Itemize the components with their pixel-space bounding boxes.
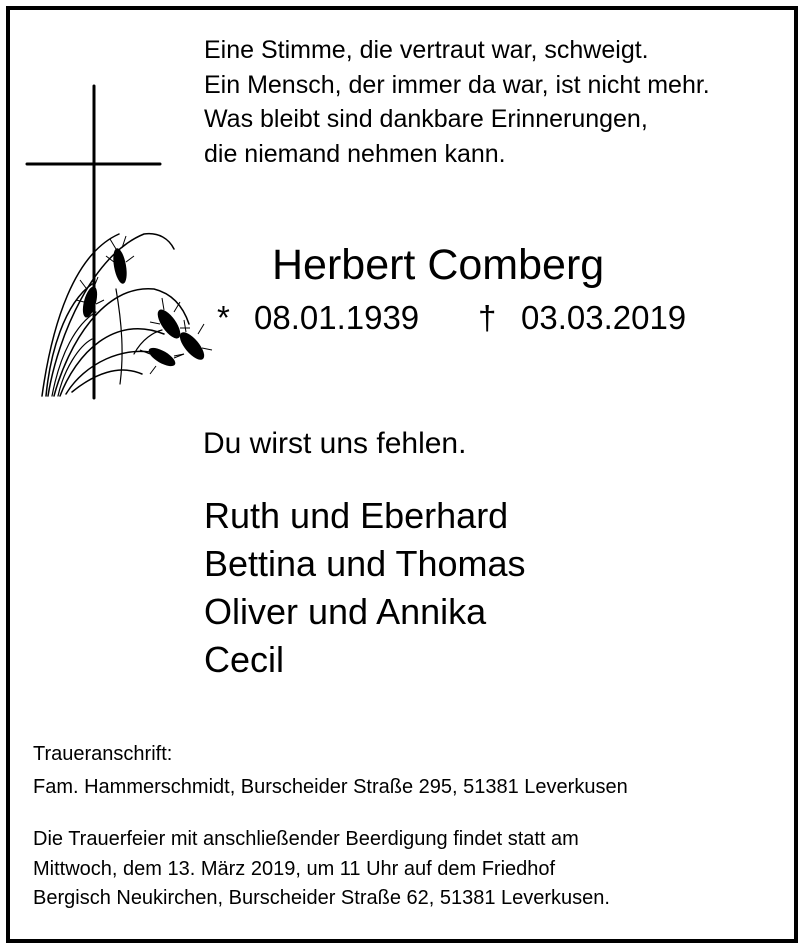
mourner-name: Cecil <box>204 639 285 680</box>
verse-line: Was bleibt sind dankbare Erinnerungen, <box>204 105 648 133</box>
mourning-address-label: Traueranschrift: <box>33 743 173 765</box>
mourning-address: Fam. Hammerschmidt, Burscheider Straße 295, 51381 Leverkusen <box>33 776 628 798</box>
birth-date: 08.01.1939 <box>254 299 420 336</box>
death-symbol: † <box>478 299 497 336</box>
farewell-line: Du wirst uns fehlen. <box>203 427 467 460</box>
funeral-service-info <box>33 825 610 914</box>
service-line: Die Trauerfeier mit anschließender Beerdigung findet statt am <box>33 828 579 850</box>
service-line: Bergisch Neukirchen, Burscheider Straße 62, 51381 Leverkusen. <box>33 887 610 909</box>
mourner-name: Bettina und Thomas <box>204 543 526 584</box>
mourner-name: Oliver und Annika <box>204 591 487 632</box>
cross-with-wheat-icon <box>24 84 214 402</box>
verse-line: Eine Stimme, die vertraut war, schweigt. <box>204 36 649 64</box>
deceased-name: Herbert Comberg <box>272 241 605 289</box>
mourner-name: Ruth und Eberhard <box>204 495 509 536</box>
verse-line: die niemand nehmen kann. <box>204 139 506 168</box>
mourners-list <box>204 492 526 684</box>
death-date: 03.03.2019 <box>521 299 687 336</box>
memorial-verse <box>204 33 710 171</box>
birth-symbol: * <box>217 299 230 336</box>
verse-line: Ein Mensch, der immer da war, ist nicht mehr. <box>204 70 710 99</box>
service-line: Mittwoch, dem 13. März 2019, um 11 Uhr auf dem Friedhof <box>33 857 556 880</box>
